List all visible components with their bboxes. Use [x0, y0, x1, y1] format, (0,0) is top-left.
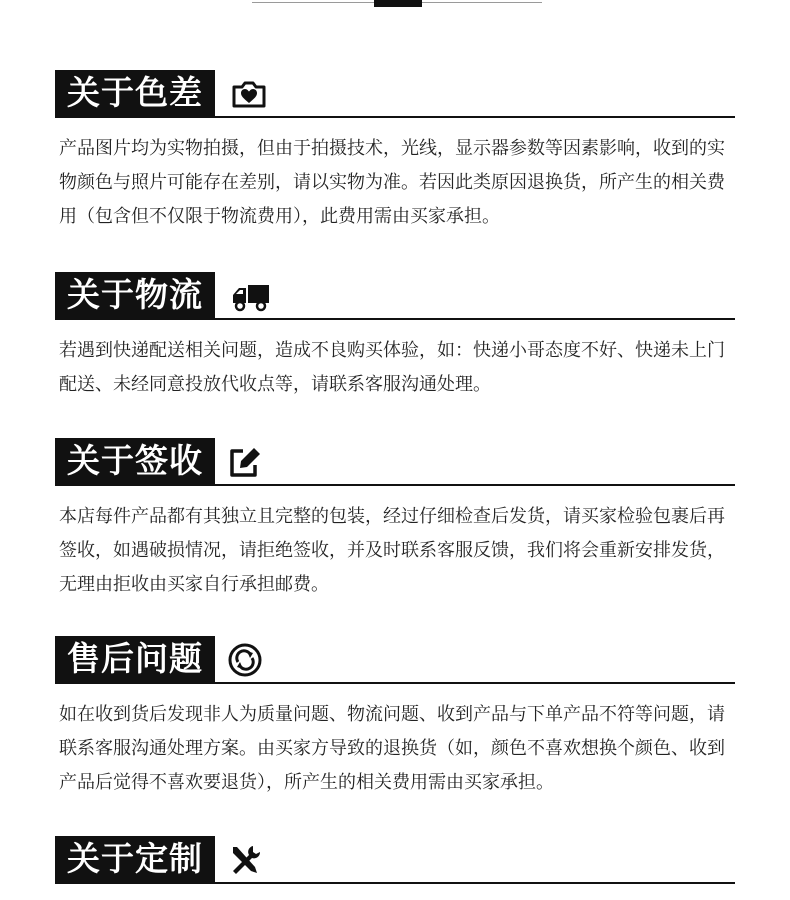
- refresh-circle-icon: [227, 643, 263, 677]
- section-text: 产品图片均为实物拍摄，但由于拍摄技术，光线，显示器参数等因素影响，收到的实物颜色与照片可能存在差别，请以实物为准。若因此类原因退换货，所产生的相关费用（包含但不仅限于物流费用），此费用需由买家承担。: [59, 138, 725, 227]
- section-header: [55, 438, 735, 486]
- camera-heart-icon: [231, 77, 267, 111]
- section-header: [55, 836, 735, 884]
- section-header: [55, 70, 735, 118]
- section-underline: [55, 318, 735, 320]
- section-underline: [55, 484, 735, 486]
- section-customization: [55, 836, 735, 884]
- section-logistics: [55, 272, 735, 402]
- section-underline: [55, 682, 735, 684]
- section-header: [55, 272, 735, 320]
- section-title: 关于签收: [55, 438, 215, 484]
- section-text: 如在收到货后发现非人为质量问题、物流问题、收到产品与下单产品不符等问题，请联系客服沟通处理方案。由买家方导致的退换货（如，颜色不喜欢想换个颜色、收到产品后觉得不喜欢要退货），所产生的相关费用需由买家承担。: [59, 704, 725, 793]
- section-title: 售后问题: [55, 636, 215, 682]
- section-header: [55, 636, 735, 684]
- edit-sign-icon: [227, 445, 263, 479]
- section-color-difference: [55, 70, 735, 234]
- delivery-truck-icon: [231, 279, 271, 313]
- section-after-sales: [55, 636, 735, 800]
- section-underline: [55, 116, 735, 118]
- section-sign-for: [55, 438, 735, 602]
- tools-icon: [227, 843, 263, 877]
- section-underline: [55, 882, 735, 884]
- top-divider-block: [374, 0, 422, 7]
- section-title: 关于定制: [55, 836, 215, 882]
- section-title: 关于色差: [55, 70, 215, 116]
- section-title: 关于物流: [55, 272, 215, 318]
- section-text: 本店每件产品都有其独立且完整的包装，经过仔细检查后发货，请买家检验包裹后再签收，如遇破损情况，请拒绝签收，并及时联系客服反馈，我们将会重新安排发货，无理由拒收由买家自行承担邮费。: [59, 506, 725, 595]
- section-text: 若遇到快递配送相关问题，造成不良购买体验，如：快递小哥态度不好、快递未上门配送、未经同意投放代收点等，请联系客服沟通处理。: [59, 340, 725, 395]
